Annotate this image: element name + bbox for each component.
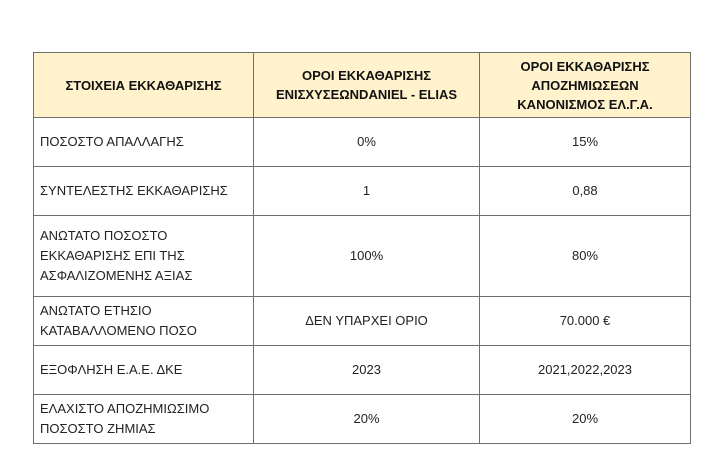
table-row	[34, 346, 691, 395]
daniel-elias-value: ΔΕΝ ΥΠΑΡΧΕΙ ΟΡΙΟ	[254, 297, 480, 346]
daniel-elias-value: 2023	[254, 346, 480, 395]
table-row	[34, 297, 691, 346]
header-daniel-elias-terms: ΟΡΟΙ ΕΚΚΑΘΑΡΙΣΗΣ ΕΝΙΣΧΥΣΕΩΝDANIEL - ELIAS	[254, 53, 480, 118]
table-row	[34, 118, 691, 167]
header-settlement-items: ΣΤΟΙΧΕΙΑ ΕΚΚΑΘΑΡΙΣΗΣ	[34, 53, 254, 118]
elga-value: 15%	[480, 118, 691, 167]
row-label: ΕΛΑΧΙΣΤΟ ΑΠΟΖΗΜΙΩΣΙΜΟ ΠΟΣΟΣΤΟ ΖΗΜΙΑΣ	[34, 395, 254, 444]
elga-value: 0,88	[480, 167, 691, 216]
daniel-elias-value: 100%	[254, 216, 480, 297]
table-body	[34, 118, 691, 444]
elga-value: 20%	[480, 395, 691, 444]
elga-value: 70.000 €	[480, 297, 691, 346]
row-label: ΑΝΩΤΑΤΟ ΠΟΣΟΣΤΟ ΕΚΚΑΘΑΡΙΣΗΣ ΕΠΙ ΤΗΣ ΑΣΦΑΛΙΖΟΜΕΝΗΣ ΑΞΙΑΣ	[34, 216, 254, 297]
row-label: ΠΟΣΟΣΤΟ ΑΠΑΛΛΑΓΗΣ	[34, 118, 254, 167]
table-row	[34, 216, 691, 297]
table-row	[34, 167, 691, 216]
table-header	[34, 53, 691, 118]
daniel-elias-value: 0%	[254, 118, 480, 167]
row-label: ΣΥΝΤΕΛΕΣΤΗΣ ΕΚΚΑΘΑΡΙΣΗΣ	[34, 167, 254, 216]
elga-value: 80%	[480, 216, 691, 297]
daniel-elias-value: 1	[254, 167, 480, 216]
row-label: ΕΞΟΦΛΗΣΗ Ε.Α.Ε. ΔΚΕ	[34, 346, 254, 395]
elga-value: 2021,2022,2023	[480, 346, 691, 395]
table-row	[34, 395, 691, 444]
daniel-elias-value: 20%	[254, 395, 480, 444]
row-label: ΑΝΩΤΑΤΟ ΕΤΗΣΙΟ ΚΑΤΑΒΑΛΛΟΜΕΝΟ ΠΟΣΟ	[34, 297, 254, 346]
comparison-table	[33, 52, 691, 444]
header-elga-terms: ΟΡΟΙ ΕΚΚΑΘΑΡΙΣΗΣ ΑΠΟΖΗΜΙΩΣΕΩΝ ΚΑΝΟΝΙΣΜΟΣ ΕΛ.Γ.Α.	[480, 53, 691, 118]
header-row	[34, 53, 691, 118]
